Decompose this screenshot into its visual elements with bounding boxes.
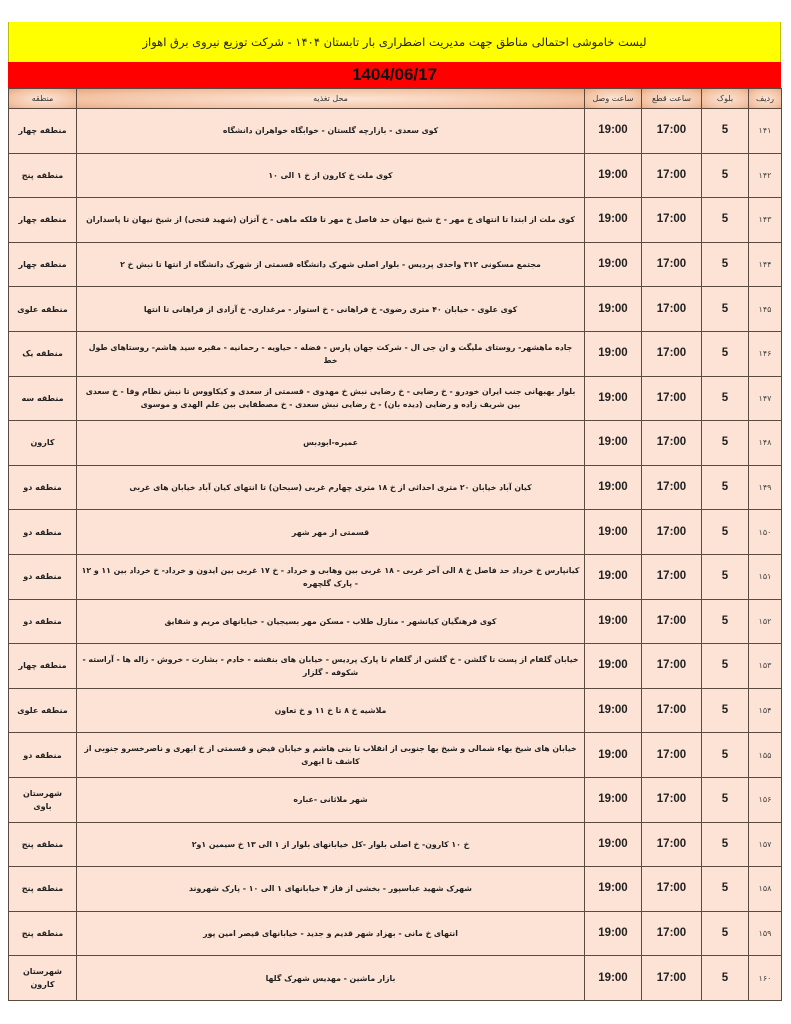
cut-time-cell: 17:00 [642, 510, 702, 555]
region-cell: منطقه چهار [9, 198, 77, 243]
table-row [9, 554, 782, 599]
location-cell: خیابان های شیخ بهاء شمالی و شیخ بها جنوبی از انقلاب تا بنی هاشم و خیابان فیض و قسمتی از خ ابهری و ناصرخسرو جنوبی از کاشف تا ابهری [77, 733, 585, 778]
row-id-cell: ۱۵۷ [749, 822, 782, 867]
location-cell: قسمتی از مهر شهر [77, 510, 585, 555]
table-row [9, 421, 782, 466]
region-cell: منطقه دو [9, 733, 77, 778]
location-cell: شهرک شهید عباسپور - بخشی از فاز ۴ خیابانهای ۱ الی ۱۰ - پارک شهروند [77, 867, 585, 912]
table-row [9, 109, 782, 154]
connect-time-cell: 19:00 [585, 956, 642, 1001]
outage-table [8, 88, 782, 1001]
table-row [9, 465, 782, 510]
cut-time-cell: 17:00 [642, 822, 702, 867]
connect-time-cell: 19:00 [585, 688, 642, 733]
row-id-cell: ۱۴۱ [749, 109, 782, 154]
block-cell: 5 [702, 331, 749, 376]
connect-time-cell: 19:00 [585, 242, 642, 287]
block-cell: 5 [702, 956, 749, 1001]
table-row [9, 287, 782, 332]
block-cell: 5 [702, 554, 749, 599]
connect-time-cell: 19:00 [585, 153, 642, 198]
location-cell: کیان آباد خیابان ۲۰ متری احداثی از خ ۱۸ متری چهارم غربی (سبحان) تا انتهای کیان آباد خیابان های غربی [77, 465, 585, 510]
cut-time-cell: 17:00 [642, 287, 702, 332]
location-cell: مجتمع مسکونی ۳۱۲ واحدی پردیس - بلوار اصلی شهرک دانشگاه قسمتی از شهرک دانشگاه از انتها تا نبش خ ۲ [77, 242, 585, 287]
row-id-cell: ۱۵۶ [749, 777, 782, 822]
table-row [9, 688, 782, 733]
cut-time-cell: 17:00 [642, 376, 702, 421]
table-row [9, 153, 782, 198]
table-header-row [9, 89, 782, 109]
cut-time-cell: 17:00 [642, 331, 702, 376]
block-cell: 5 [702, 867, 749, 912]
row-id-cell: ۱۴۵ [749, 287, 782, 332]
table-row [9, 733, 782, 778]
location-cell: عمیره-ابودبس [77, 421, 585, 466]
cut-time-cell: 17:00 [642, 465, 702, 510]
schedule-date: 1404/06/17 [8, 62, 781, 88]
row-id-cell: ۱۴۶ [749, 331, 782, 376]
table-row [9, 911, 782, 956]
row-id-cell: ۱۴۸ [749, 421, 782, 466]
connect-time-cell: 19:00 [585, 465, 642, 510]
block-cell: 5 [702, 510, 749, 555]
cut-time-cell: 17:00 [642, 198, 702, 243]
block-cell: 5 [702, 421, 749, 466]
region-cell: منطقه پنج [9, 911, 77, 956]
location-cell: کوی ملت خ کارون از خ ۱ الی ۱۰ [77, 153, 585, 198]
block-cell: 5 [702, 733, 749, 778]
cut-time-cell: 17:00 [642, 911, 702, 956]
cut-time-cell: 17:00 [642, 554, 702, 599]
block-cell: 5 [702, 688, 749, 733]
row-id-cell: ۱۵۵ [749, 733, 782, 778]
outage-schedule-sheet [8, 22, 781, 1001]
row-id-cell: ۱۵۳ [749, 644, 782, 689]
location-cell: شهر ملاثانی -عباره [77, 777, 585, 822]
connect-time-cell: 19:00 [585, 867, 642, 912]
region-cell: شهرستان باوی [9, 777, 77, 822]
connect-time-cell: 19:00 [585, 109, 642, 154]
connect-time-cell: 19:00 [585, 510, 642, 555]
table-row [9, 644, 782, 689]
region-cell: منطقه علوی [9, 287, 77, 332]
header-block: بلوک [702, 89, 749, 109]
header-region: منطقه [9, 89, 77, 109]
region-cell: منطقه پنج [9, 822, 77, 867]
connect-time-cell: 19:00 [585, 733, 642, 778]
location-cell: کیانپارس خ خرداد حد فاصل خ ۸ الی آخر غربی - ۱۸ غربی بین وهابی و خرداد - خ ۱۷ غربی بین ایدون و خرداد- خ خرداد بین ۱۱ و ۱۲ - پارک گلچهره [77, 554, 585, 599]
location-cell: بازار ماشین - مهدیس شهرک گلها [77, 956, 585, 1001]
location-cell: کوی ملت از ابتدا تا انتهای خ مهر - خ شیخ نیهان حد فاصل خ مهر تا فلکه ماهی - خ آتزان (شهید فتحی) از شیخ نیهان تا پاسداران [77, 198, 585, 243]
connect-time-cell: 19:00 [585, 421, 642, 466]
region-cell: منطقه علوی [9, 688, 77, 733]
row-id-cell: ۱۵۱ [749, 554, 782, 599]
cut-time-cell: 17:00 [642, 153, 702, 198]
region-cell: منطقه دو [9, 599, 77, 644]
cut-time-cell: 17:00 [642, 599, 702, 644]
location-cell: خ ۱۰ کارون- خ اصلی بلوار -کل خیابانهای بلوار از ۱ الی ۱۳ خ سیمین ۱و۲ [77, 822, 585, 867]
connect-time-cell: 19:00 [585, 331, 642, 376]
row-id-cell: ۱۴۴ [749, 242, 782, 287]
cut-time-cell: 17:00 [642, 242, 702, 287]
connect-time-cell: 19:00 [585, 822, 642, 867]
table-row [9, 198, 782, 243]
block-cell: 5 [702, 242, 749, 287]
location-cell: خیابان گلفام از پست تا گلشن - خ گلشن از گلفام تا پارک پردیس - خیابان های بنفشه - خادم - بشارت - خروش - زاله ها - آراسته - شکوفه - گلزار [77, 644, 585, 689]
header-row-id: ردیف [749, 89, 782, 109]
block-cell: 5 [702, 287, 749, 332]
block-cell: 5 [702, 153, 749, 198]
block-cell: 5 [702, 198, 749, 243]
location-cell: ملاشیه خ ۸ تا خ ۱۱ و خ تعاون [77, 688, 585, 733]
cut-time-cell: 17:00 [642, 109, 702, 154]
region-cell: کارون [9, 421, 77, 466]
row-id-cell: ۱۵۸ [749, 867, 782, 912]
row-id-cell: ۱۵۹ [749, 911, 782, 956]
cut-time-cell: 17:00 [642, 421, 702, 466]
region-cell: منطقه پنج [9, 867, 77, 912]
row-id-cell: ۱۶۰ [749, 956, 782, 1001]
cut-time-cell: 17:00 [642, 956, 702, 1001]
table-row [9, 867, 782, 912]
region-cell: منطقه چهار [9, 109, 77, 154]
table-row [9, 376, 782, 421]
block-cell: 5 [702, 911, 749, 956]
block-cell: 5 [702, 777, 749, 822]
document-title: لیست خاموشی احتمالی مناطق جهت مدیریت اضطراری بار تابستان ۱۴۰۴ - شرکت توزیع نیروی برق اهواز [8, 22, 781, 62]
region-cell: منطقه سه [9, 376, 77, 421]
connect-time-cell: 19:00 [585, 644, 642, 689]
region-cell: منطقه دو [9, 554, 77, 599]
row-id-cell: ۱۵۴ [749, 688, 782, 733]
table-row [9, 822, 782, 867]
block-cell: 5 [702, 109, 749, 154]
row-id-cell: ۱۴۳ [749, 198, 782, 243]
table-row [9, 331, 782, 376]
region-cell: منطقه دو [9, 510, 77, 555]
block-cell: 5 [702, 644, 749, 689]
location-cell: کوی سعدی - بازارچه گلستان - خوابگاه خواهران دانشگاه [77, 109, 585, 154]
table-row [9, 599, 782, 644]
location-cell: انتهای خ مانی - بهزاد شهر قدیم و جدید - خیابانهای قیصر امین پور [77, 911, 585, 956]
row-id-cell: ۱۴۲ [749, 153, 782, 198]
connect-time-cell: 19:00 [585, 911, 642, 956]
connect-time-cell: 19:00 [585, 554, 642, 599]
header-location: محل تغذیه [77, 89, 585, 109]
block-cell: 5 [702, 376, 749, 421]
cut-time-cell: 17:00 [642, 688, 702, 733]
table-row [9, 242, 782, 287]
connect-time-cell: 19:00 [585, 198, 642, 243]
block-cell: 5 [702, 822, 749, 867]
table-row [9, 956, 782, 1001]
region-cell: منطقه یک [9, 331, 77, 376]
row-id-cell: ۱۵۲ [749, 599, 782, 644]
location-cell: کوی فرهنگیان کیانشهر - منازل طلاب - مسکن مهر بسیجیان - خیابانهای مریم و شقایق [77, 599, 585, 644]
cut-time-cell: 17:00 [642, 777, 702, 822]
connect-time-cell: 19:00 [585, 777, 642, 822]
table-row [9, 777, 782, 822]
region-cell: منطقه چهار [9, 242, 77, 287]
region-cell: شهرستان کارون [9, 956, 77, 1001]
cut-time-cell: 17:00 [642, 867, 702, 912]
block-cell: 5 [702, 465, 749, 510]
row-id-cell: ۱۵۰ [749, 510, 782, 555]
location-cell: بلوار بهبهانی جنب ایران خودرو - خ رضایی - خ رضایی نبش خ مهدوی - قسمتی از سعدی و کیکاووس تا نبش نظام وفا - خ سعدی بین شریف زاده و رضایی (دیده بان) - خ رضایی نبش سعدی - خ مصطفایی بین علم الهدی و موسوی [77, 376, 585, 421]
row-id-cell: ۱۴۹ [749, 465, 782, 510]
header-cut-time: ساعت قطع [642, 89, 702, 109]
region-cell: منطقه دو [9, 465, 77, 510]
location-cell: کوی علوی - خیابان ۴۰ متری رضوی- خ فراهانی - خ استوار - مرغداری- خ آزادی از فراهانی تا انتها [77, 287, 585, 332]
table-row [9, 510, 782, 555]
cut-time-cell: 17:00 [642, 733, 702, 778]
location-cell: جاده ماهشهر- روستای ملیگت و ان جی ال - شرکت جهان پارس - فضله - حیاویه - رحمانیه - مقبره سید هاشم- روستاهای طول خط [77, 331, 585, 376]
connect-time-cell: 19:00 [585, 376, 642, 421]
connect-time-cell: 19:00 [585, 287, 642, 332]
block-cell: 5 [702, 599, 749, 644]
row-id-cell: ۱۴۷ [749, 376, 782, 421]
connect-time-cell: 19:00 [585, 599, 642, 644]
region-cell: منطقه چهار [9, 644, 77, 689]
header-connect-time: ساعت وصل [585, 89, 642, 109]
cut-time-cell: 17:00 [642, 644, 702, 689]
region-cell: منطقه پنج [9, 153, 77, 198]
